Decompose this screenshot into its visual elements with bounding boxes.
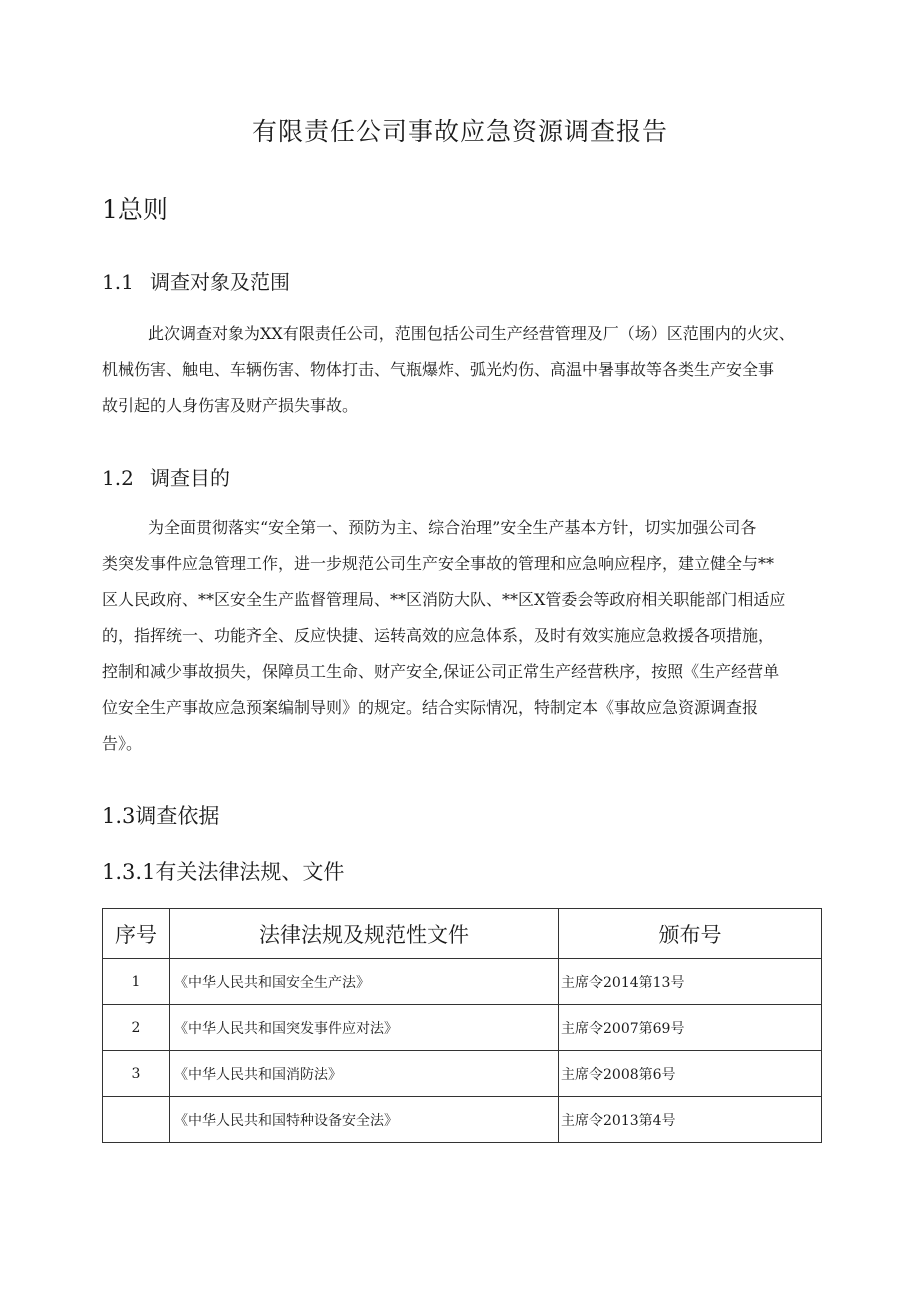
document-title: 有限责任公司事故应急资源调查报告 bbox=[251, 117, 668, 146]
section-1-1-paragraph bbox=[102, 316, 832, 424]
section-1-heading: 1总则 bbox=[102, 195, 168, 224]
laws-table bbox=[102, 908, 822, 1143]
cell-seq: 1 bbox=[103, 959, 170, 1005]
paragraph-line: 的，指挥统一、功能齐全、反应快捷、运转高效的应急体系，及时有效实施应急救援各项措施， bbox=[102, 626, 775, 645]
paragraph-line: 为全面贯彻落实“安全第一、预防为主、综合治理”安全生产基本方针，切实加强公司各 bbox=[148, 518, 757, 537]
paragraph-line: 区人民政府、**区安全生产监督管理局、**区消防大队、**区X管委会等政府相关职能部门相适应 bbox=[102, 590, 786, 609]
cell-document: 《中华人民共和国突发事件应对法》 bbox=[170, 1005, 559, 1051]
cell-issue-number: 主席令2014第13号 bbox=[559, 959, 822, 1005]
paragraph-line: 此次调查对象为XX有限责任公司，范围包括公司生产经营管理及厂（场）区范围内的火灾、 bbox=[148, 324, 795, 343]
paragraph-line: 机械伤害、触电、车辆伤害、物体打击、气瓶爆炸、弧光灼伤、高温中暑事故等各类生产安全事 bbox=[102, 360, 775, 379]
table-row bbox=[103, 1005, 822, 1051]
cell-issue-number: 主席令2013第4号 bbox=[559, 1097, 822, 1143]
section-1-2-heading bbox=[102, 462, 230, 491]
section-1-1-title: 调查对象及范围 bbox=[150, 270, 290, 294]
cell-document: 《中华人民共和国消防法》 bbox=[170, 1051, 559, 1097]
paragraph-line: 告》。 bbox=[102, 734, 143, 753]
section-1-1-heading bbox=[102, 266, 290, 295]
cell-document: 《中华人民共和国安全生产法》 bbox=[170, 959, 559, 1005]
table-row bbox=[103, 1051, 822, 1097]
cell-seq: 3 bbox=[103, 1051, 170, 1097]
paragraph-line: 控制和减少事故损失，保障员工生命、财产安全,保证公司正常生产经营秩序，按照《生产经营单 bbox=[102, 662, 780, 681]
header-document: 法律法规及规范性文件 bbox=[170, 909, 559, 959]
paragraph-line: 类突发事件应急管理工作，进一步规范公司生产安全事故的管理和应急响应程序，建立健全与** bbox=[102, 554, 775, 573]
section-1-2-title: 调查目的 bbox=[150, 466, 230, 490]
header-seq: 序号 bbox=[103, 909, 170, 959]
cell-issue-number: 主席令2007第69号 bbox=[559, 1005, 822, 1051]
cell-seq bbox=[103, 1097, 170, 1143]
header-issue-number: 颁布号 bbox=[559, 909, 822, 959]
paragraph-line: 位安全生产事故应急预案编制导则》的规定。结合实际情况，特制定本《事故应急资源调查报 bbox=[102, 698, 759, 717]
section-1-3-heading: 1.3调查依据 bbox=[102, 804, 220, 828]
cell-issue-number: 主席令2008第6号 bbox=[559, 1051, 822, 1097]
section-1-2-number: 1.2 bbox=[102, 466, 134, 490]
cell-seq: 2 bbox=[103, 1005, 170, 1051]
paragraph-line: 故引起的人身伤害及财产损失事故。 bbox=[102, 396, 359, 415]
section-1-1-number: 1.1 bbox=[102, 270, 134, 294]
table-row bbox=[103, 959, 822, 1005]
section-1-2-paragraph bbox=[102, 510, 832, 762]
cell-document: 《中华人民共和国特种设备安全法》 bbox=[170, 1097, 559, 1143]
table-header-row bbox=[103, 909, 822, 959]
table-row bbox=[103, 1097, 822, 1143]
section-1-3-1-heading: 1.3.1有关法律法规、文件 bbox=[102, 860, 345, 884]
